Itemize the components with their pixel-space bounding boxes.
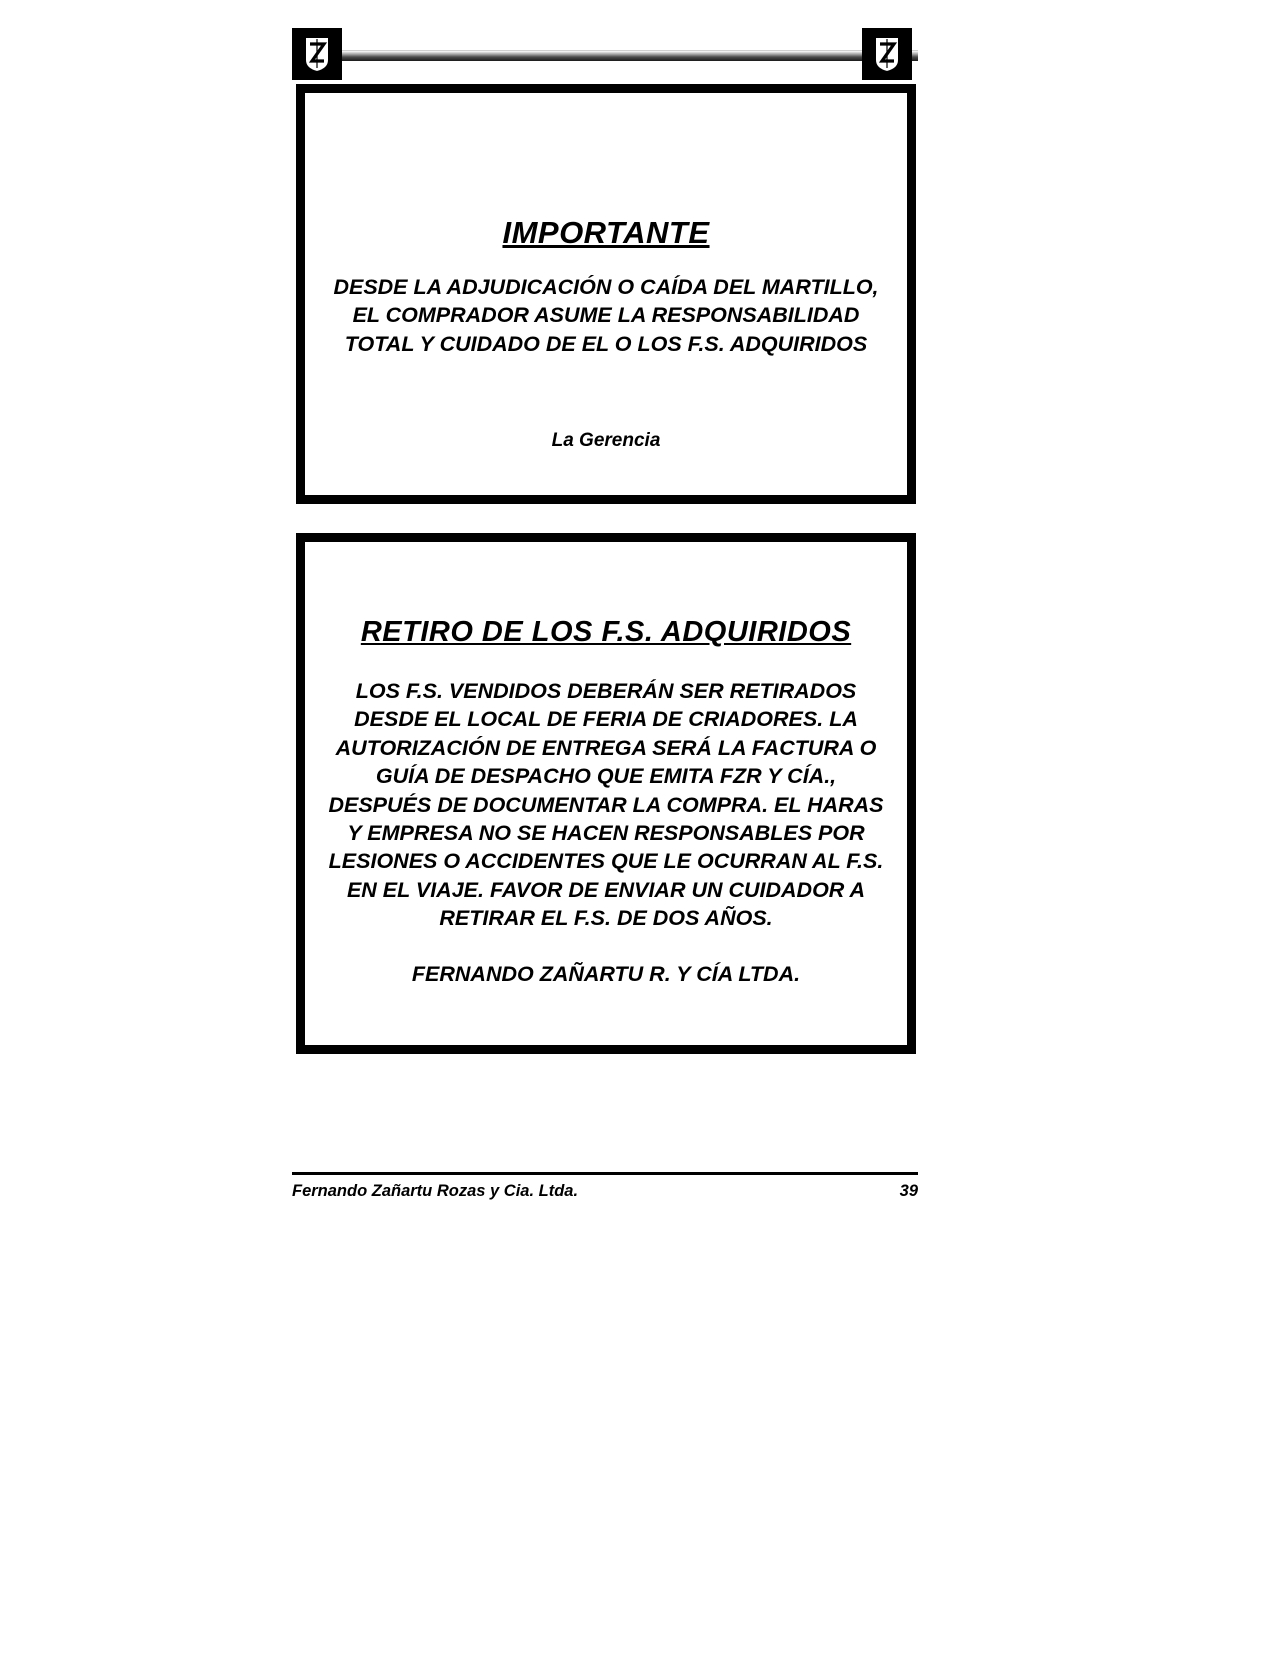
notice-signature: FERNANDO ZAÑARTU R. Y CÍA LTDA.: [411, 962, 801, 987]
notice-body: DESDE LA ADJUDICACIÓN O CAÍDA DEL MARTILLO, EL COMPRADOR ASUME LA RESPONSABILIDAD TOTAL Y CUIDADO DE EL O LOS F.S. ADQUIRIDOS: [333, 275, 879, 356]
shield-icon: [872, 34, 902, 74]
notice-box-content: [305, 215, 907, 452]
page-header: [292, 28, 918, 80]
header-divider: [292, 50, 918, 61]
notice-body: LOS F.S. VENDIDOS DEBERÁN SER RETIRADOS DESDE EL LOCAL DE FERIA DE CRIADORES. LA AUTORIZACIÓN DE ENTREGA SERÁ LA FACTURA O GUÍA DE DESPACHO QUE EMITA FZR Y CÍA., DESPUÉS DE DOCUMENTAR LA COMPRA. EL HARAS Y EMPRESA NO SE HACEN RESPONSABLES POR LESIONES O ACCIDENTES QUE LE OCURRAN AL F.S. EN EL VIAJE. FAVOR DE ENVIAR UN CUIDADOR A RETIRAR EL F.S. DE DOS AÑOS.: [328, 679, 884, 930]
notice-signature: La Gerencia: [551, 430, 661, 452]
footer-company: Fernando Zañartu Rozas y Cia. Ltda.: [292, 1182, 579, 1200]
notice-box-content: [305, 616, 907, 987]
shield-icon: [302, 34, 332, 74]
notice-box-retiro: [296, 533, 916, 1054]
notice-title: IMPORTANTE: [502, 215, 710, 250]
zanartu-logo-icon-right: [862, 28, 912, 80]
zanartu-logo-icon: [292, 28, 342, 80]
notice-title: RETIRO DE LOS F.S. ADQUIRIDOS: [360, 616, 852, 648]
notice-box-importante: [296, 84, 916, 504]
footer-row: [292, 1182, 918, 1201]
page-footer: [292, 1172, 918, 1201]
page-number: 39: [899, 1182, 918, 1200]
footer-divider: [292, 1172, 918, 1175]
